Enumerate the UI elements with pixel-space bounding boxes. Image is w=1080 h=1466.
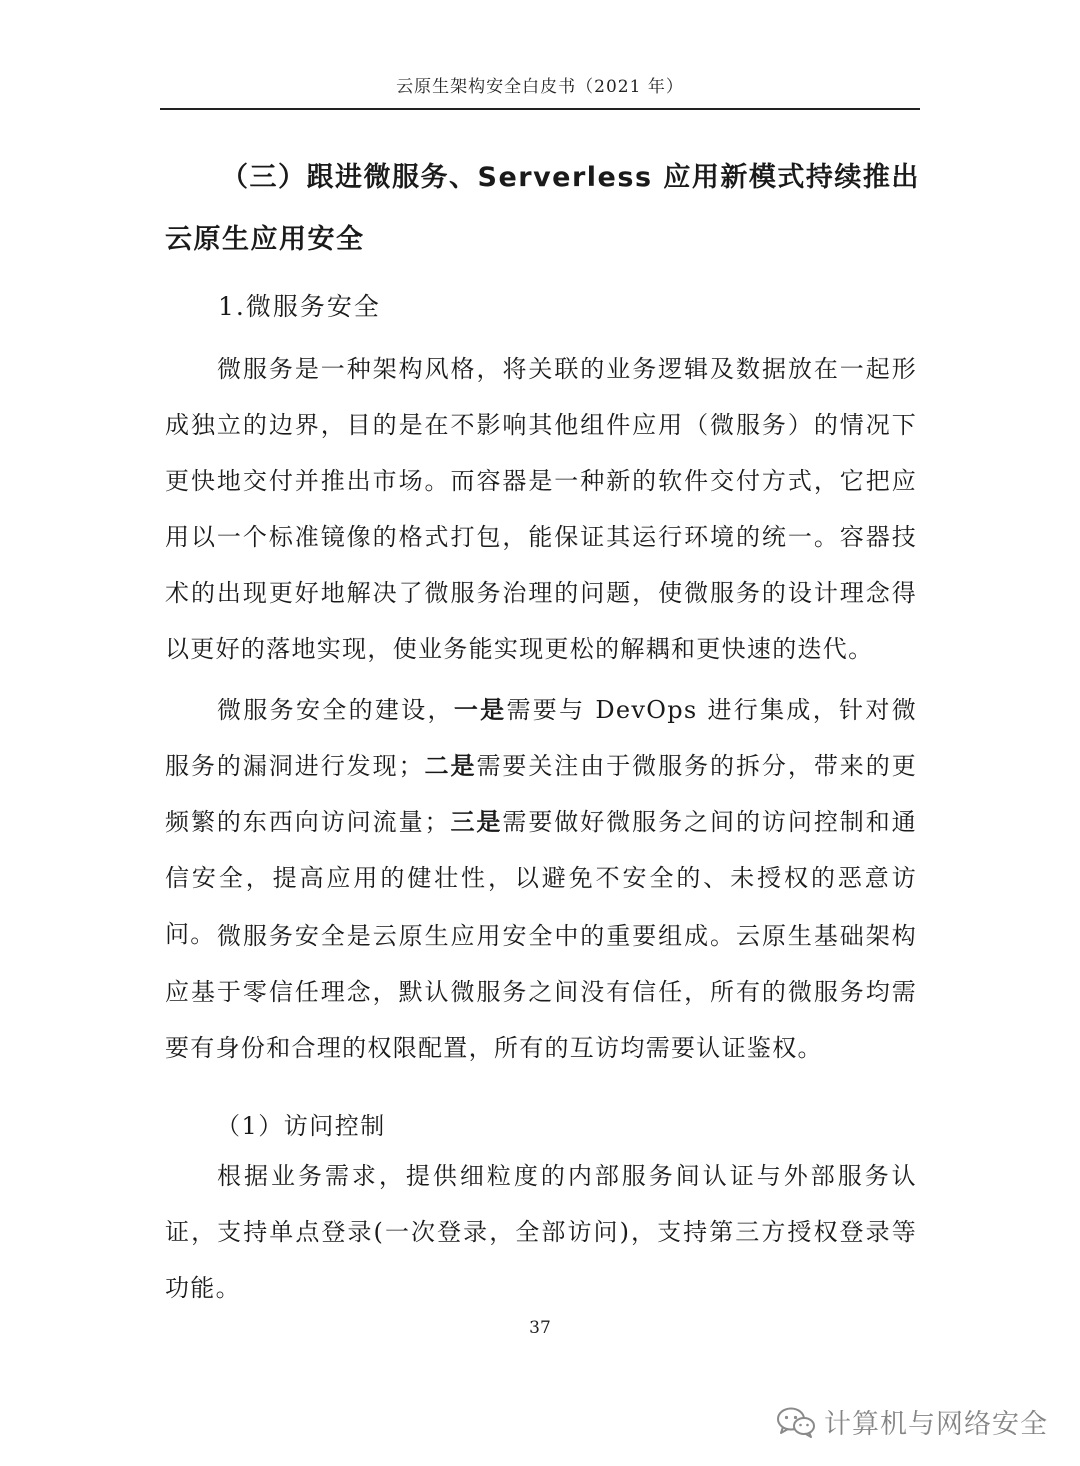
paragraph-text: 需要与 DevOps 进行集成，针对微服务的漏洞进行发现； xyxy=(165,696,917,780)
keyword-first: 一是 xyxy=(453,695,507,724)
paragraph-microservice-intro: 微服务是一种架构风格，将关联的业务逻辑及数据放在一起形成独立的边界，目的是在不影响其他组件应用（微服务）的情况下更快地交付并推出市场。而容器是一种新的软件交付方式，它把应用以一个标准镜像的格式打包，能保证其运行环境的统一。容器技术的出现更好地解决了微服务治理的问题，使微服务的设计理念得以更好的落地实现，使业务能实现更松的解耦和更快速的迭代。 xyxy=(165,355,917,663)
running-header: 云原生架构安全白皮书（2021 年） xyxy=(396,77,684,97)
paragraph-zero-trust: 微服务安全是云原生应用安全中的重要组成。云原生基础架构应基于零信任理念，默认微服务之间没有信任，所有的微服务均需要有身份和合理的权限配置，所有的互访均需要认证鉴权。 xyxy=(165,922,917,1062)
page-number: 37 xyxy=(529,1318,551,1338)
header-rule xyxy=(160,108,920,110)
watermark xyxy=(776,1402,1048,1441)
wechat-icon xyxy=(776,1406,816,1438)
paragraph-text: 需要做好微服务之间的访问控制和通信安全，提高应用的健壮性，以避免不安全的、未授权的恶意访问。 xyxy=(165,808,917,948)
paragraph-text: 需要关注由于微服务的拆分，带来的更频繁的东西向访问流量； xyxy=(165,752,917,836)
watermark-text: 计算机与网络安全 xyxy=(824,1409,1048,1440)
section-title: （三）跟进微服务、Serverless 应用新模式持续推出云原生应用安全 xyxy=(165,162,920,255)
paragraph-text: 微服务安全的建设， xyxy=(217,696,454,724)
keyword-third: 三是 xyxy=(449,807,503,836)
subsection-title: 1.微服务安全 xyxy=(218,292,381,321)
paragraph-access-control: 根据业务需求，提供细粒度的内部服务间认证与外部服务认证，支持单点登录(一次登录，全部访问)，支持第三方授权登录等功能。 xyxy=(165,1162,917,1302)
keyword-second: 二是 xyxy=(423,751,477,780)
item-title-access-control: （1）访问控制 xyxy=(216,1112,386,1140)
